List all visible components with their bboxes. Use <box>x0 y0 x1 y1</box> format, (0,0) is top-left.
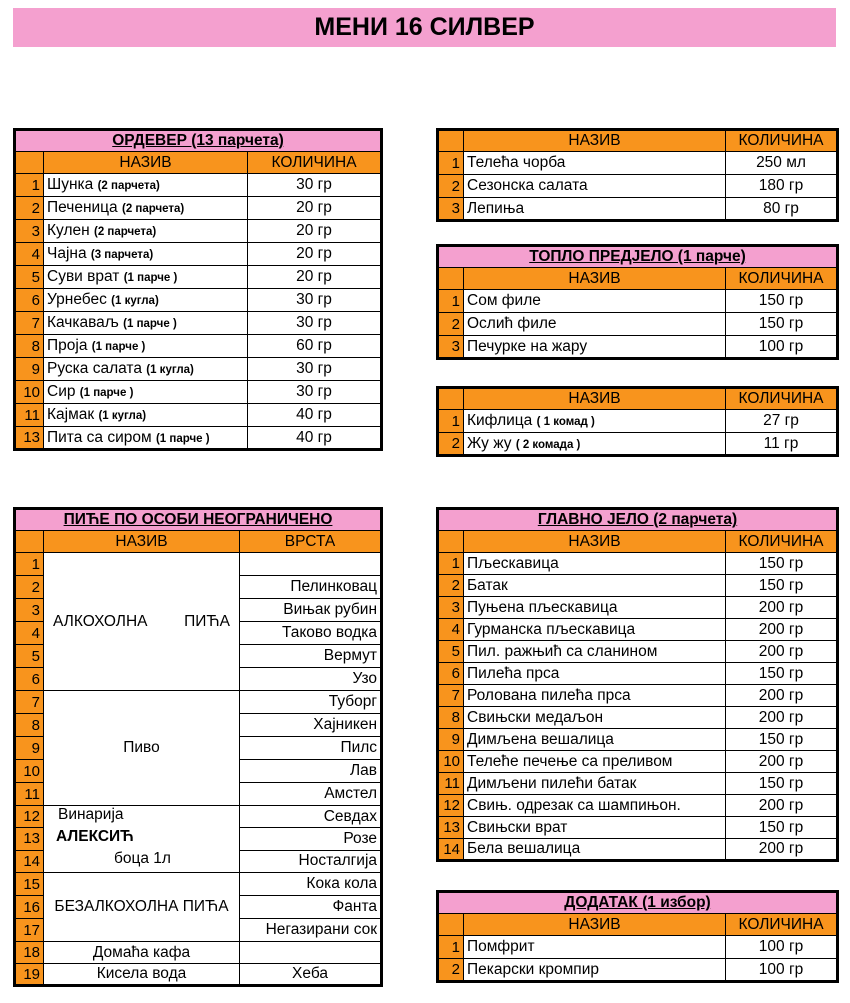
item-qty: 11 гр <box>726 433 838 456</box>
group-wine: Винарија АЛЕКСИЋ боца 1л <box>44 806 240 873</box>
item-name: Лепиња <box>464 198 726 221</box>
col-qty: КОЛИЧИНА <box>248 152 382 174</box>
table-row: 7 Пиво Туборг <box>15 691 382 714</box>
table-row: 3 Вињак рубин <box>15 599 382 622</box>
table-row: 3 Кулен (2 парчета) 20 гр <box>15 220 382 243</box>
col-type: ВРСТА <box>240 531 382 553</box>
table-row: 12 Свињ. одрезак са шампињон. 200 гр <box>438 795 838 817</box>
item-qty: 27 гр <box>726 410 838 433</box>
item-name: Димљени пилећи батак <box>464 773 726 795</box>
table-row: 7 Ролована пилећа прса 200 гр <box>438 685 838 707</box>
table-row: 13 Пита са сиром (1 парче ) 40 гр <box>15 427 382 450</box>
table-row: 13 Свињски врат 150 гр <box>438 817 838 839</box>
item-name: Свињ. одрезак са шампињон. <box>464 795 726 817</box>
table-row: 9 Пилс <box>15 737 382 760</box>
table-row: 13 Розе <box>15 828 382 850</box>
item-qty: 30 гр <box>248 174 382 197</box>
water-label: Кисела вода <box>44 964 240 986</box>
table-row: 11 Димљени пилећи батак 150 гр <box>438 773 838 795</box>
table-row: 10 Сир (1 парче ) 30 гр <box>15 381 382 404</box>
item-qty: 100 гр <box>726 336 838 359</box>
table-row: 6 Пилећа прса 150 гр <box>438 663 838 685</box>
item-name: Сом филе <box>464 290 726 313</box>
table-row: 17 Негазирани сок <box>15 919 382 942</box>
item-qty: 150 гр <box>726 663 838 685</box>
table-row: 11 Кајмак (1 кугла) 40 гр <box>15 404 382 427</box>
table-row: 3 Пуњена пљескавица 200 гр <box>438 597 838 619</box>
item-name: Жу жу ( 2 комада ) <box>464 433 726 456</box>
table-row: 5 Вермут <box>15 645 382 668</box>
item-name: Помфрит <box>464 936 726 959</box>
item-qty: 250 мл <box>726 152 838 175</box>
table-row: 1 Сом филе 150 гр <box>438 290 838 313</box>
item-name: Бела вешалица <box>464 839 726 861</box>
item-name: Сир (1 парче ) <box>44 381 248 404</box>
table-row: 9 Руска салата (1 кугла) 30 гр <box>15 358 382 381</box>
item-name: Ослић филе <box>464 313 726 336</box>
item-name: Свињски врат <box>464 817 726 839</box>
item-qty: 200 гр <box>726 795 838 817</box>
group-beer: Пиво <box>44 691 240 806</box>
item-name: Пил. ражњић са сланином <box>464 641 726 663</box>
item-qty: 30 гр <box>248 289 382 312</box>
item-name: Пита са сиром (1 парче ) <box>44 427 248 450</box>
item-qty: 200 гр <box>726 641 838 663</box>
table-row: 19 Кисела вода Хеба <box>15 964 382 986</box>
item-qty: 200 гр <box>726 839 838 861</box>
table-row: 2 Пекарски кромпир 100 гр <box>438 959 838 982</box>
table-row: 16 Фанта <box>15 896 382 919</box>
item-qty: 200 гр <box>726 619 838 641</box>
col-qty: КОЛИЧИНА <box>726 914 838 936</box>
item-name: Телећа чорба <box>464 152 726 175</box>
table-row: 15 БЕЗАЛКОХОЛНА ПИЋА Кока кола <box>15 873 382 896</box>
extra-title: ДОДАТАК (1 избор) <box>438 892 838 914</box>
item-name: Димљена вешалица <box>464 729 726 751</box>
col-qty: КОЛИЧИНА <box>726 531 838 553</box>
item-name: Чајна (3 парчета) <box>44 243 248 266</box>
table-row: 11 Амстел <box>15 783 382 806</box>
item-qty: 30 гр <box>248 358 382 381</box>
item-qty: 150 гр <box>726 817 838 839</box>
item-qty: 30 гр <box>248 381 382 404</box>
table-row: 2 Батак 150 гр <box>438 575 838 597</box>
item-qty: 150 гр <box>726 553 838 575</box>
table-row: 3 Лепиња 80 гр <box>438 198 838 221</box>
item-qty: 20 гр <box>248 266 382 289</box>
item-qty: 150 гр <box>726 729 838 751</box>
col-name: НАЗИВ <box>464 531 726 553</box>
warm-title: ТОПЛО ПРЕДЈЕЛО (1 парче) <box>438 246 838 268</box>
table-row: 2 Сезонска салата 180 гр <box>438 175 838 198</box>
item-qty: 60 гр <box>248 335 382 358</box>
item-qty: 200 гр <box>726 685 838 707</box>
table-row: 14 Носталгија <box>15 850 382 872</box>
item-name: Суви врат (1 парче ) <box>44 266 248 289</box>
item-name: Печурке на жару <box>464 336 726 359</box>
col-name: НАЗИВ <box>464 130 726 152</box>
item-qty: 20 гр <box>248 220 382 243</box>
pastry-table <box>436 386 839 457</box>
table-row: 8 Свињски медаљон 200 гр <box>438 707 838 729</box>
item-qty: 200 гр <box>726 751 838 773</box>
item-qty: 100 гр <box>726 936 838 959</box>
group-soft: БЕЗАЛКОХОЛНА ПИЋА <box>44 873 240 942</box>
item-qty: 20 гр <box>248 197 382 220</box>
col-name: НАЗИВ <box>464 914 726 936</box>
main-table <box>436 507 839 862</box>
col-name: НАЗИВ <box>464 388 726 410</box>
table-row: 1 Телећа чорба 250 мл <box>438 152 838 175</box>
table-row: 2 Жу жу ( 2 комада ) 11 гр <box>438 433 838 456</box>
table-row: 14 Бела вешалица 200 гр <box>438 839 838 861</box>
item-qty: 150 гр <box>726 575 838 597</box>
table-row: 2 Ослић филе 150 гр <box>438 313 838 336</box>
item-qty: 200 гр <box>726 597 838 619</box>
item-name: Батак <box>464 575 726 597</box>
item-name: Свињски медаљон <box>464 707 726 729</box>
table-row: 6 Узо <box>15 668 382 691</box>
item-qty: 40 гр <box>248 427 382 450</box>
item-name: Кифлица ( 1 комад ) <box>464 410 726 433</box>
warm-table <box>436 244 839 360</box>
main-title: ГЛАВНО ЈЕЛО (2 парчета) <box>438 509 838 531</box>
item-name: Качкаваљ (1 парче ) <box>44 312 248 335</box>
table-row: 18 Домаћа кафа <box>15 942 382 964</box>
col-qty: КОЛИЧИНА <box>726 388 838 410</box>
item-qty: 20 гр <box>248 243 382 266</box>
table-row: 8 Проја (1 парче ) 60 гр <box>15 335 382 358</box>
item-name: Гурманска пљескавица <box>464 619 726 641</box>
item-name: Проја (1 парче ) <box>44 335 248 358</box>
table-row: 4 Гурманска пљескавица 200 гр <box>438 619 838 641</box>
table-row: 7 Качкаваљ (1 парче ) 30 гр <box>15 312 382 335</box>
item-qty: 40 гр <box>248 404 382 427</box>
table-row: 6 Урнебес (1 кугла) 30 гр <box>15 289 382 312</box>
extra-table <box>436 890 839 983</box>
item-qty: 30 гр <box>248 312 382 335</box>
table-row: 1 Кифлица ( 1 комад ) 27 гр <box>438 410 838 433</box>
table-row: 2 Пелинковац <box>15 576 382 599</box>
table-row: 10 Телеће печење са преливом 200 гр <box>438 751 838 773</box>
col-qty: КОЛИЧИНА <box>726 130 838 152</box>
item-qty: 150 гр <box>726 773 838 795</box>
col-qty: КОЛИЧИНА <box>726 268 838 290</box>
item-qty: 150 гр <box>726 313 838 336</box>
item-name: Сезонска салата <box>464 175 726 198</box>
col-name: НАЗИВ <box>44 152 248 174</box>
item-name: Кајмак (1 кугла) <box>44 404 248 427</box>
table-row: 10 Лав <box>15 760 382 783</box>
orderver-title: ОРДЕВЕР (13 парчета) <box>15 130 382 152</box>
item-qty: 150 гр <box>726 290 838 313</box>
orderver-table <box>13 128 383 451</box>
item-name: Печеница (2 парчета) <box>44 197 248 220</box>
table-row: 2 Печеница (2 парчета) 20 гр <box>15 197 382 220</box>
item-qty: 80 гр <box>726 198 838 221</box>
item-name: Руска салата (1 кугла) <box>44 358 248 381</box>
item-name: Ролована пилећа прса <box>464 685 726 707</box>
item-name: Пилећа прса <box>464 663 726 685</box>
drinks-title: ПИЋЕ ПО ОСОБИ НЕОГРАНИЧЕНО <box>15 509 382 531</box>
coffee-label: Домаћа кафа <box>44 942 240 964</box>
col-name: НАЗИВ <box>44 531 240 553</box>
table-row: 5 Пил. ражњић са сланином 200 гр <box>438 641 838 663</box>
table-row: 4 Таково водка <box>15 622 382 645</box>
table-row: 1 АЛКОХОЛНА ПИЋА <box>15 553 382 576</box>
table-row: 12 Винарија АЛЕКСИЋ боца 1л Севдах <box>15 806 382 828</box>
item-name: Кулен (2 парчета) <box>44 220 248 243</box>
drinks-table <box>13 507 383 987</box>
table-row: 5 Суви врат (1 парче ) 20 гр <box>15 266 382 289</box>
table-row: 8 Хајникен <box>15 714 382 737</box>
item-name: Пуњена пљескавица <box>464 597 726 619</box>
table-row: 1 Помфрит 100 гр <box>438 936 838 959</box>
table-row: 4 Чајна (3 парчета) 20 гр <box>15 243 382 266</box>
table-row: 9 Димљена вешалица 150 гр <box>438 729 838 751</box>
item-qty: 100 гр <box>726 959 838 982</box>
table-row: 3 Печурке на жару 100 гр <box>438 336 838 359</box>
item-name: Пљескавица <box>464 553 726 575</box>
item-qty: 200 гр <box>726 707 838 729</box>
item-name: Шунка (2 парчета) <box>44 174 248 197</box>
col-name: НАЗИВ <box>464 268 726 290</box>
group-alcohol: АЛКОХОЛНА ПИЋА <box>44 553 240 691</box>
item-qty: 180 гр <box>726 175 838 198</box>
page-title: МЕНИ 16 СИЛВЕР <box>13 8 836 47</box>
table-row: 1 Шунка (2 парчета) 30 гр <box>15 174 382 197</box>
item-name: Пекарски кромпир <box>464 959 726 982</box>
table-row: 1 Пљескавица 150 гр <box>438 553 838 575</box>
soup-table <box>436 128 839 222</box>
item-name: Телеће печење са преливом <box>464 751 726 773</box>
item-name: Урнебес (1 кугла) <box>44 289 248 312</box>
